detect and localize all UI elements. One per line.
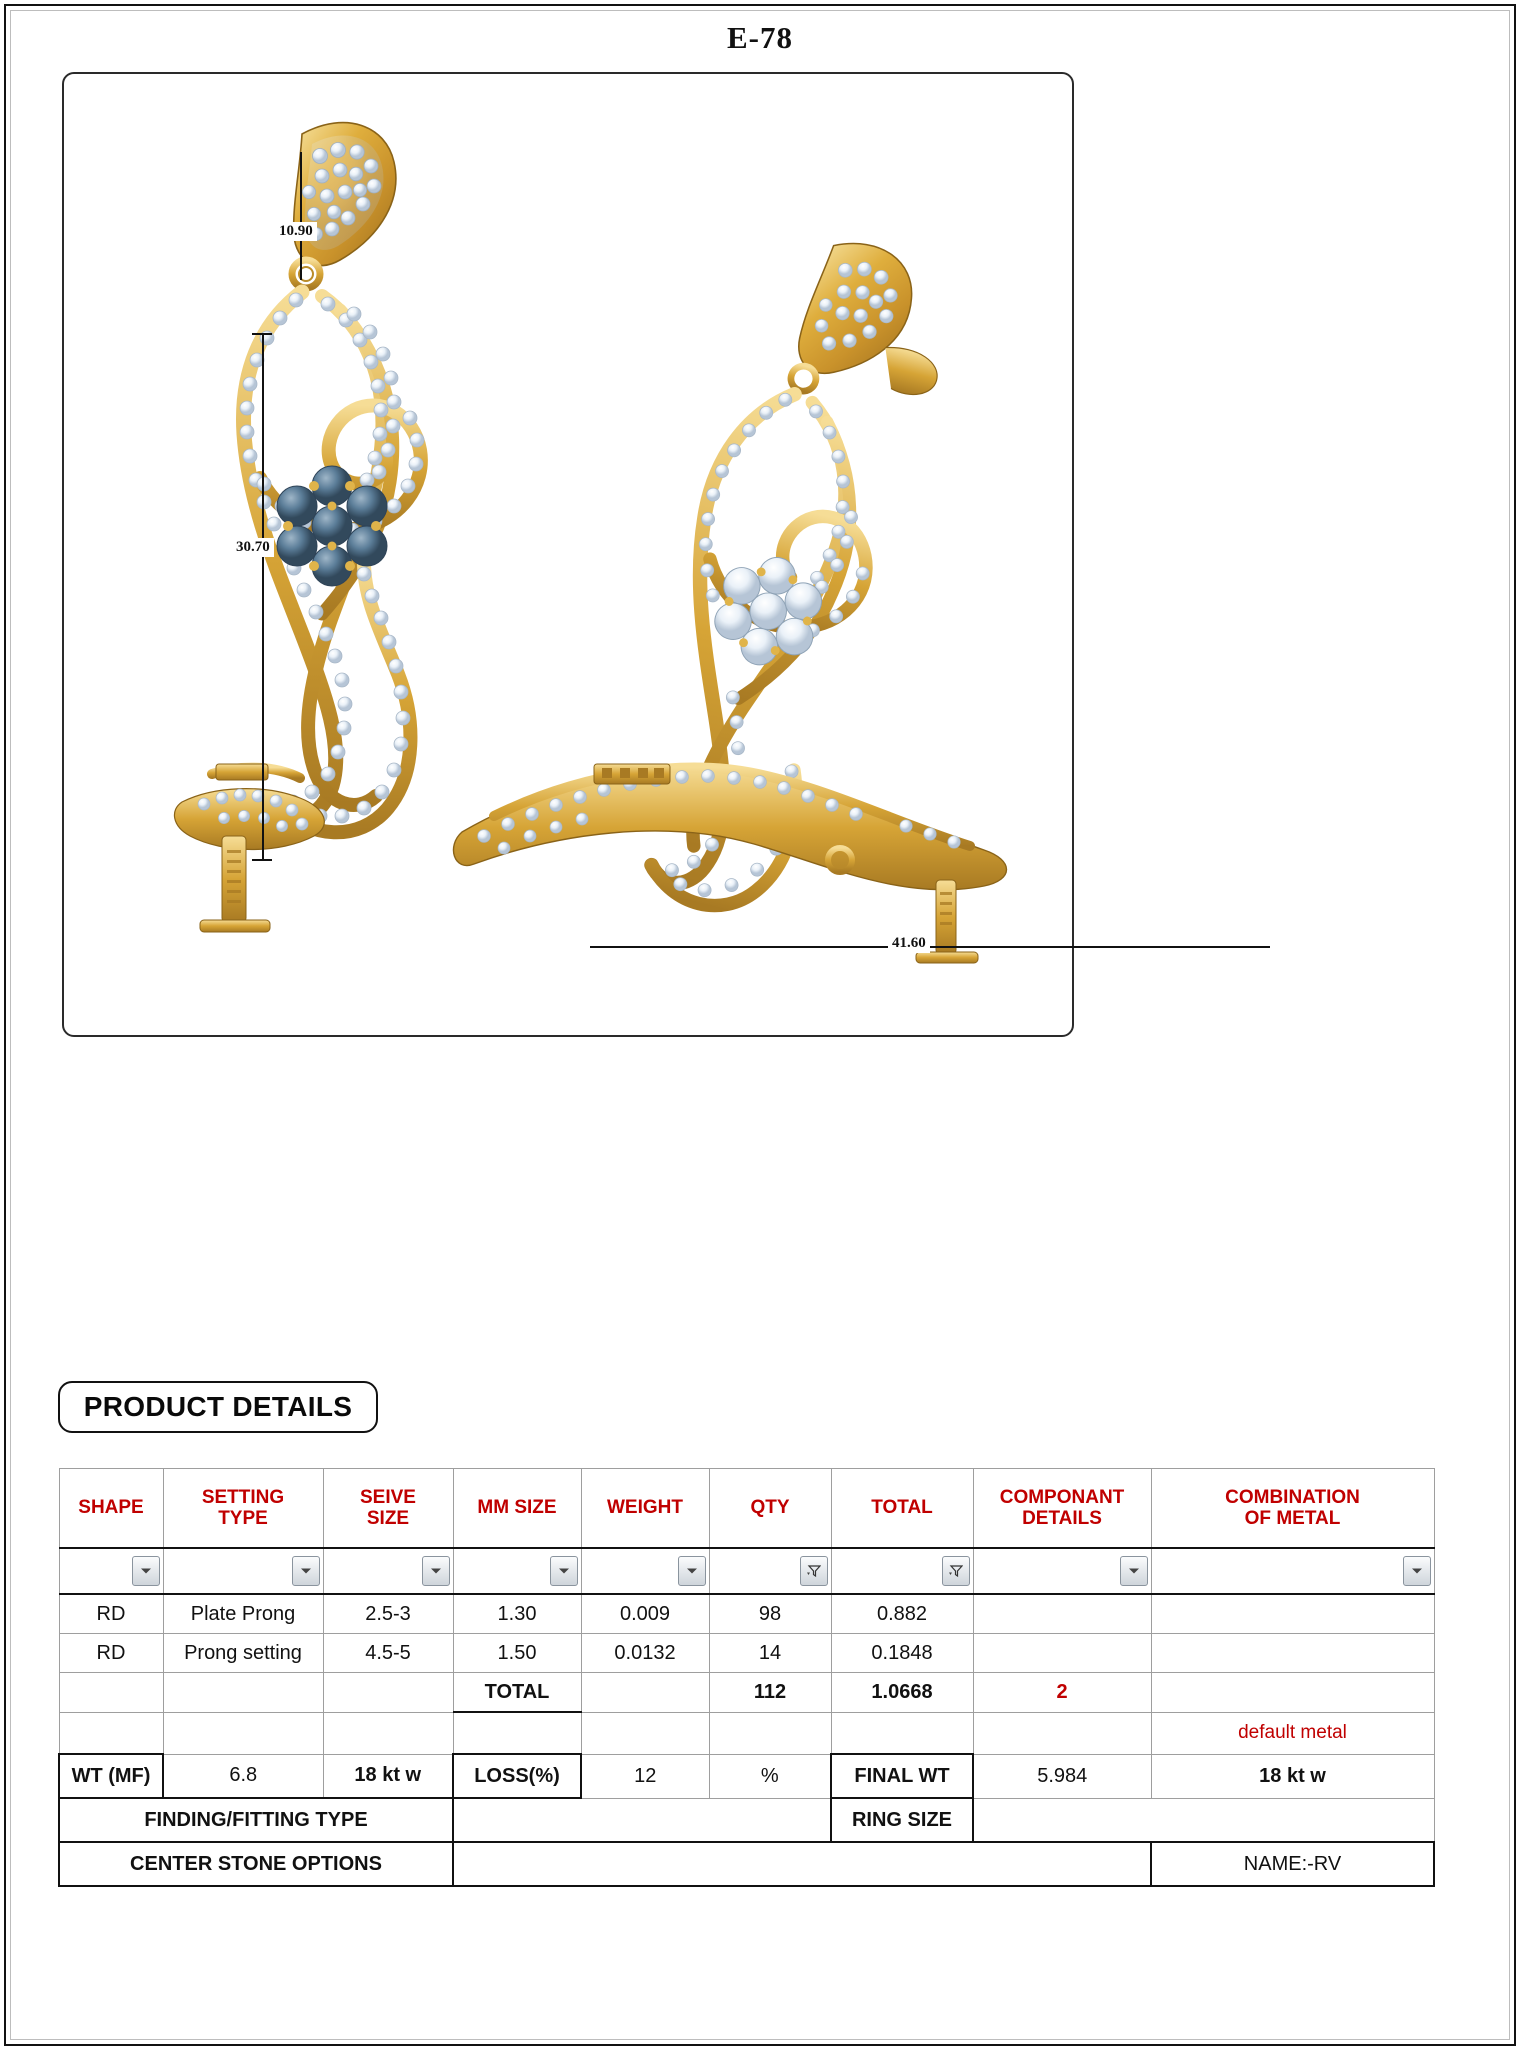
product-details-label: PRODUCT DETAILS: [58, 1381, 378, 1433]
loss-value: 12: [581, 1754, 709, 1798]
col-header-setting-type-l1: SETTING: [201, 1486, 285, 1508]
filter-cell-qty[interactable]: [709, 1548, 831, 1594]
dimension-tick-body-top: [252, 333, 272, 335]
cell-total: 0.1848: [831, 1634, 973, 1673]
product-details-table: [58, 1468, 1435, 1887]
table-row: [59, 1634, 1434, 1673]
filter-cell-setting-type[interactable]: [163, 1548, 323, 1594]
table-header-row: [59, 1469, 1434, 1549]
cell-qty: 14: [709, 1634, 831, 1673]
dm-blank-2: [163, 1712, 323, 1754]
total-weight: 1.0668: [831, 1673, 973, 1713]
wt-mf-value: 6.8: [163, 1754, 323, 1798]
center-flower-cluster-angled: [707, 546, 830, 676]
table-filter-row: [59, 1548, 1434, 1594]
col-header-setting-type-l2: TYPE: [218, 1508, 268, 1529]
dm-blank-5: [581, 1712, 709, 1754]
cell-seive-size: 2.5-3: [323, 1594, 453, 1634]
table-weight-row: [59, 1754, 1434, 1798]
final-metal-value: 18 kt w: [1151, 1754, 1434, 1798]
total-blank-1: [59, 1673, 163, 1713]
dropdown-arrow-icon[interactable]: [550, 1556, 578, 1586]
dimension-label-drop-length: 10.90: [275, 222, 317, 241]
loss-unit: %: [709, 1754, 831, 1798]
dimension-line-body-length: [262, 333, 264, 861]
col-header-componant-details-l2: DETAILS: [1022, 1508, 1102, 1529]
cell-componant-details: [973, 1594, 1151, 1634]
cell-seive-size: 4.5-5: [323, 1634, 453, 1673]
col-header-componant-details-l1: COMPONANT: [999, 1486, 1125, 1508]
filter-funnel-icon[interactable]: [942, 1556, 970, 1586]
total-blank-4: [581, 1673, 709, 1713]
cell-qty: 98: [709, 1594, 831, 1634]
center-stone-options-value: [453, 1842, 1151, 1886]
table-center-stone-row: [59, 1842, 1434, 1886]
col-header-seive-size-l1: SEIVE: [360, 1486, 416, 1508]
loss-label: LOSS(%): [453, 1754, 581, 1798]
total-blank-2: [163, 1673, 323, 1713]
product-image-panel: [62, 72, 1074, 1037]
col-header-total: [831, 1469, 973, 1549]
cell-combination-of-metal: [1151, 1594, 1434, 1634]
col-header-shape-l1: SHAPE: [78, 1497, 144, 1519]
wt-mf-label: WT (MF): [59, 1754, 163, 1798]
col-header-combination-l2: OF METAL: [1244, 1508, 1341, 1529]
dimension-line-drop-length: [300, 152, 302, 280]
cell-mm-size: 1.50: [453, 1634, 581, 1673]
col-header-componant-details: [973, 1469, 1151, 1549]
col-header-seive-size-l2: SIZE: [366, 1508, 410, 1529]
col-header-setting-type: [163, 1469, 323, 1549]
cell-combination-of-metal: [1151, 1634, 1434, 1673]
dropdown-arrow-icon[interactable]: [132, 1556, 160, 1586]
cell-weight: 0.009: [581, 1594, 709, 1634]
table-total-row: [59, 1673, 1434, 1713]
cell-total: 0.882: [831, 1594, 973, 1634]
dimension-label-body-length: 30.70: [232, 538, 274, 557]
dm-blank-7: [831, 1712, 973, 1754]
dimension-label-overall-width: 41.60: [888, 934, 930, 953]
col-header-mm-size-l1: MM SIZE: [477, 1497, 557, 1519]
total-blank-5: [1151, 1673, 1434, 1713]
dimension-tick-body-bottom: [252, 859, 272, 861]
page-title: E-78: [727, 20, 793, 55]
col-header-weight: [581, 1469, 709, 1549]
col-header-combination-of-metal: [1151, 1469, 1434, 1549]
total-label: TOTAL: [453, 1673, 581, 1713]
cell-componant-details: [973, 1634, 1151, 1673]
dropdown-arrow-icon[interactable]: [1120, 1556, 1148, 1586]
dm-blank-4: [453, 1712, 581, 1754]
col-header-mm-size: [453, 1469, 581, 1549]
jewelry-render-group: [64, 74, 1072, 1035]
finding-fitting-value: [453, 1798, 831, 1842]
ring-size-value: [973, 1798, 1434, 1842]
cell-mm-size: 1.30: [453, 1594, 581, 1634]
dropdown-arrow-icon[interactable]: [422, 1556, 450, 1586]
col-header-qty: [709, 1469, 831, 1549]
final-wt-value: 5.984: [973, 1754, 1151, 1798]
dm-blank-6: [709, 1712, 831, 1754]
total-qty: 112: [709, 1673, 831, 1713]
col-header-seive-size: [323, 1469, 453, 1549]
dm-blank-3: [323, 1712, 453, 1754]
cell-shape: RD: [59, 1634, 163, 1673]
filter-cell-componant-details[interactable]: [973, 1548, 1151, 1594]
dm-blank-1: [59, 1712, 163, 1754]
center-stone-options-label: CENTER STONE OPTIONS: [59, 1842, 453, 1886]
filter-cell-total[interactable]: [831, 1548, 973, 1594]
total-componant-details: 2: [973, 1673, 1151, 1713]
table-default-metal-row: [59, 1712, 1434, 1754]
dropdown-arrow-icon[interactable]: [292, 1556, 320, 1586]
earring-side-view-small: [174, 764, 324, 932]
dropdown-arrow-icon[interactable]: [1403, 1556, 1431, 1586]
col-header-weight-l1: WEIGHT: [607, 1497, 683, 1519]
default-metal-value: default metal: [1151, 1712, 1434, 1754]
dm-blank-8: [973, 1712, 1151, 1754]
col-header-shape: [59, 1469, 163, 1549]
filter-cell-seive-size[interactable]: [323, 1548, 453, 1594]
product-details-table-wrapper: [58, 1468, 1433, 1887]
filter-cell-mm-size[interactable]: [453, 1548, 581, 1594]
final-wt-label: FINAL WT: [831, 1754, 973, 1798]
finding-fitting-label: FINDING/FITTING TYPE: [59, 1798, 453, 1842]
col-header-qty-l1: QTY: [750, 1497, 790, 1519]
metal-karat-value: 18 kt w: [323, 1754, 453, 1798]
designer-name: NAME:-RV: [1151, 1842, 1434, 1886]
filter-cell-combination-of-metal[interactable]: [1151, 1548, 1434, 1594]
col-header-combination-l1: COMBINATION: [1225, 1486, 1360, 1508]
filter-cell-weight[interactable]: [581, 1548, 709, 1594]
cell-setting-type: Plate Prong: [163, 1594, 323, 1634]
earring-front-view: [240, 123, 424, 833]
dimension-line-overall-width: [590, 946, 1270, 948]
cell-setting-type: Prong setting: [163, 1634, 323, 1673]
col-header-total-l1: TOTAL: [871, 1497, 933, 1519]
cell-weight: 0.0132: [581, 1634, 709, 1673]
filter-funnel-icon[interactable]: [800, 1556, 828, 1586]
total-blank-3: [323, 1673, 453, 1713]
filter-cell-shape[interactable]: [59, 1548, 163, 1594]
table-finding-row: [59, 1798, 1434, 1842]
table-row: [59, 1594, 1434, 1634]
ring-size-label: RING SIZE: [831, 1798, 973, 1842]
cell-shape: RD: [59, 1594, 163, 1634]
dropdown-arrow-icon[interactable]: [678, 1556, 706, 1586]
